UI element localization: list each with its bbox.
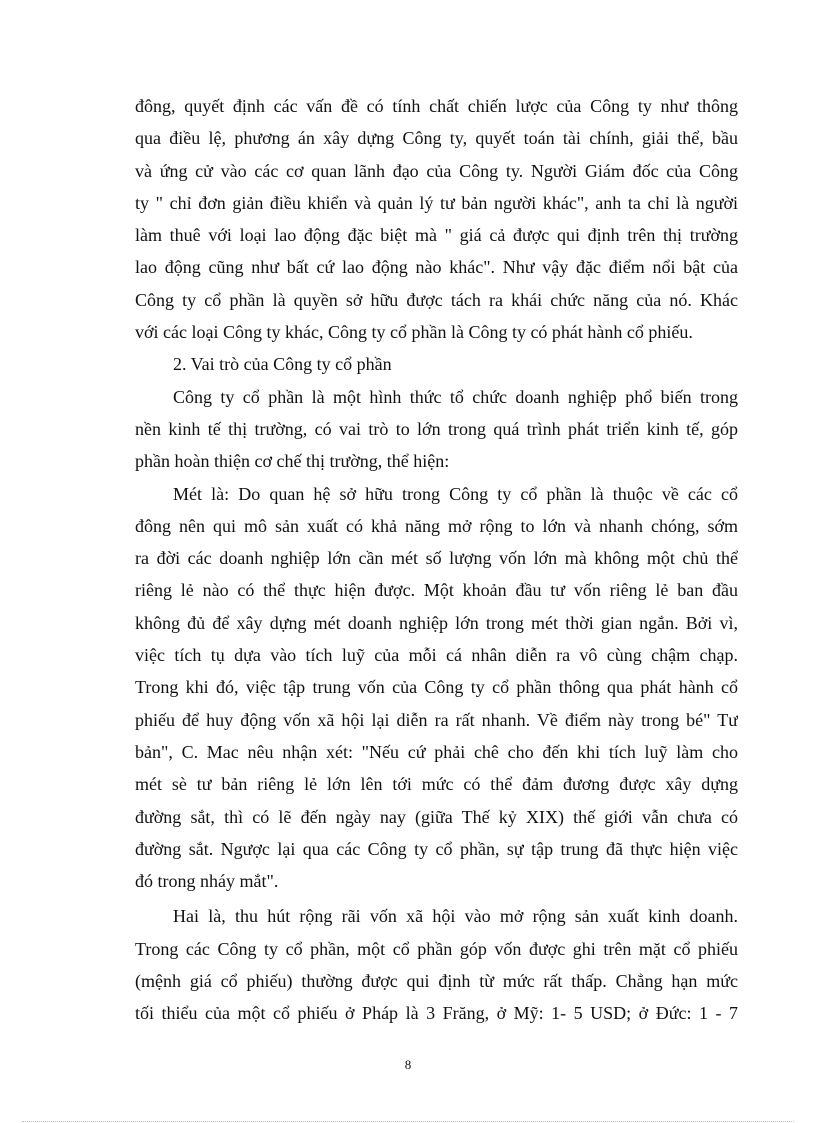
page-number: 8 (404, 1057, 412, 1072)
text-line: làm thuê với loại lao động đặc biệt mà " giá cả được qui định trên thị trường (135, 225, 738, 246)
text-line: việc tích tụ dựa vào tích luỹ của mỗi cá nhân diễn ra vô cùng chậm chạp. (135, 645, 738, 666)
text-line: không đủ để xây dựng mét doanh nghiệp lớn trong mét thời gian ngắn. Bởi vì, (135, 612, 738, 633)
text-line: ty " chỉ đơn giản điều khiển và quản lý tư bản người khác", anh ta chỉ là người (135, 192, 738, 213)
body-text (135, 90, 738, 1030)
text-line: riêng lẻ nào có thể thực hiện được. Một khoản đầu tư vốn riêng lẻ ban đầu (135, 580, 738, 601)
page-bottom-divider (22, 1121, 794, 1122)
text-line: Hai là, thu hút rộng rãi vốn xã hội vào mở rộng sản xuất kinh doanh. (173, 906, 738, 927)
text-line: đó trong nháy mắt". (135, 871, 279, 892)
text-line: qua điều lệ, phương án xây dựng Công ty, quyết toán tài chính, giải thể, bầu (135, 128, 738, 149)
text-line: Trong các Công ty cổ phần, một cổ phần góp vốn được ghi trên mặt cổ phiếu (135, 938, 738, 959)
text-line: với các loại Công ty khác, Công ty cổ phần là Công ty có phát hành cổ phiếu. (135, 322, 693, 343)
text-line: lao động cũng như bất cứ lao động nào khác". Như vậy đặc điểm nổi bật của (135, 257, 738, 278)
text-line: đường sắt. Ngược lại qua các Công ty cổ phần, sự tập trung đã thực hiện việc (135, 838, 738, 859)
text-line: tối thiểu của một cổ phiếu ở Pháp là 3 Frăng, ở Mỹ: 1- 5 USD; ở Đức: 1 - 7 (135, 1003, 738, 1024)
text-line: mét sè tư bản riêng lẻ lớn lên tới mức có thể đảm đương được xây dựng (135, 774, 738, 795)
text-line: đường sắt, thì có lẽ đến ngày nay (giữa Thế kỷ XIX) thế giới vẫn chưa có (135, 806, 738, 827)
text-line: (mệnh giá cổ phiếu) thường được qui định từ mức rất thấp. Chẳng hạn mức (135, 971, 738, 992)
text-line: đông nên qui mô sản xuất có khả năng mở rộng to lớn và nhanh chóng, sớm (135, 515, 738, 536)
text-line: bản", C. Mac nêu nhận xét: "Nếu cứ phải chê cho đến khi tích luỹ làm cho (135, 741, 738, 762)
text-line: Mét là: Do quan hệ sở hữu trong Công ty cổ phần là thuộc về các cổ (173, 483, 738, 504)
text-line: đông, quyết định các vấn đề có tính chất chiến lược của Công ty như thông (135, 96, 738, 116)
text-line: và ứng cử vào các cơ quan lãnh đạo của Công ty. Người Giám đốc của Công (135, 160, 738, 181)
text-line: phiếu để huy động vốn xã hội lại diễn ra rất nhanh. Về điểm này trong bé" Tư (135, 709, 738, 730)
text-line: ra đời các doanh nghiệp lớn cần mét số lượng vốn lớn mà không một chủ thể (135, 548, 738, 569)
text-line: phần hoàn thiện cơ chế thị trường, thể hiện: (135, 451, 450, 472)
text-line: Trong khi đó, việc tập trung vốn của Công ty cổ phần thông qua phát hành cổ (135, 677, 738, 698)
text-line: 2. Vai trò của Công ty cổ phần (173, 354, 392, 375)
text-line: nền kinh tế thị trường, có vai trò to lớn trong quá trình phát triển kinh tế, góp (135, 418, 738, 439)
text-line: Công ty cổ phần là quyền sở hữu được tách ra khái chức năng của nó. Khác (135, 289, 738, 310)
text-line: Công ty cổ phần là một hình thức tổ chức doanh nghiệp phổ biến trong (173, 386, 738, 407)
